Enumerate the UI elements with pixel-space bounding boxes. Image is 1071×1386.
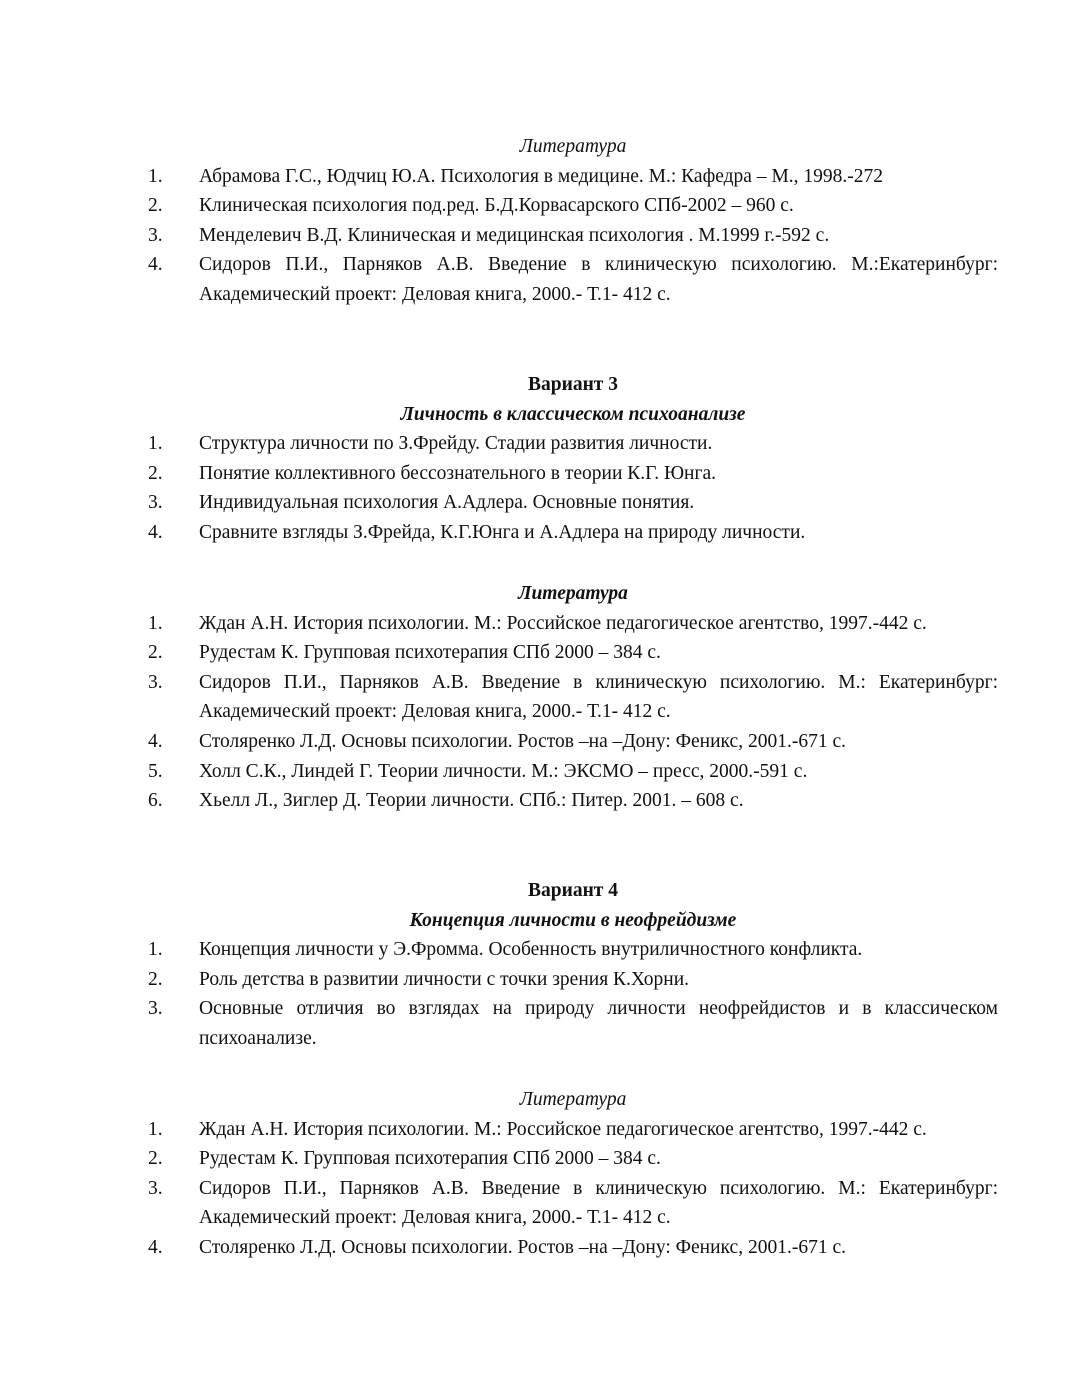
list-item [148, 786, 998, 816]
item-number: 4. [148, 254, 163, 276]
list-item [148, 518, 998, 548]
list-item [148, 965, 998, 995]
item-text: Концепция личности у Э.Фромма. Особенность внутриличностного конфликта. [199, 939, 863, 961]
reference-list [148, 609, 998, 816]
item-number: 3. [148, 671, 163, 693]
reference-list [148, 1115, 998, 1263]
item-number: 5. [148, 760, 163, 782]
item-text: Основные отличия во взглядах на природу личности неофрейдистов и в классическом психоанализе. [199, 998, 998, 1049]
list-item [148, 1144, 998, 1174]
item-number: 3. [148, 224, 163, 246]
item-number: 4. [148, 730, 163, 752]
item-text: Роль детства в развитии личности с точки зрения К.Хорни. [199, 968, 690, 990]
variant-topic: Личность в классическом психоанализе [400, 403, 746, 425]
item-number: 3. [148, 1177, 163, 1199]
item-text: Сравните взгляды З.Фрейда, К.Г.Юнга и А.Адлера на природу личности. [199, 521, 806, 543]
item-text: Индивидуальная психология А.Адлера. Основные понятия. [199, 492, 695, 514]
variant-title: Вариант 3 [527, 374, 619, 395]
item-number: 4. [148, 521, 163, 543]
list-item [148, 459, 998, 489]
item-text: Сидоров П.И., Парняков А.В. Введение в клиническую психологию. М.: Екатеринбург: Академический проект: Деловая книга, 2000.- Т.1- 412 с. [199, 1177, 998, 1229]
item-text: Хьелл Л., Зиглер Д. Теории личности. СПб.: Питер. 2001. – 608 с. [199, 790, 744, 812]
item-text: Рудестам К. Групповая психотерапия СПб 2000 – 384 с. [199, 642, 661, 664]
list-item [148, 727, 998, 757]
list-item [148, 162, 998, 192]
item-number: 1. [148, 433, 163, 455]
item-number: 2. [148, 462, 163, 484]
item-text: Ждан А.Н. История психологии. М.: Российское педагогическое агентство, 1997.-442 с. [199, 612, 927, 634]
literature-section-3 [148, 1085, 998, 1263]
item-number: 6. [148, 790, 163, 812]
section-heading: Литература [518, 583, 628, 604]
item-number: 1. [148, 612, 163, 634]
list-item [148, 609, 998, 639]
list-item [148, 1115, 998, 1145]
variant-topic: Концепция личности в неофрейдизме [409, 909, 737, 931]
question-list [148, 935, 998, 1053]
list-item [148, 221, 998, 251]
item-text: Понятие коллективного бессознательного в теории К.Г. Юнга. [199, 462, 717, 484]
item-text: Столяренко Л.Д. Основы психологии. Ростов –на –Дону: Феникс, 2001.-671 с. [199, 730, 846, 752]
list-item [148, 935, 998, 965]
list-item [148, 250, 998, 309]
question-list [148, 429, 998, 547]
item-text: Абрамова Г.С., Юдчиц Ю.А. Психология в медицине. М.: Кафедра – М., 1998.-272 [199, 165, 884, 187]
list-item [148, 994, 998, 1053]
item-number: 3. [148, 998, 163, 1020]
item-text: Сидоров П.И., Парняков А.В. Введение в клиническую психологию. М.:Екатеринбург: Академический проект: Деловая книга, 2000.- Т.1- 412 с. [199, 254, 998, 305]
item-text: Клиническая психология под.ред. Б.Д.Корвасарского СПб-2002 – 960 с. [199, 195, 794, 217]
item-number: 2. [148, 195, 163, 217]
list-item [148, 1233, 998, 1263]
item-number: 2. [148, 968, 163, 990]
item-text: Структура личности по З.Фрейду. Стадии развития личности. [199, 433, 713, 455]
item-text: Ждан А.Н. История психологии. М.: Российское педагогическое агентство, 1997.-442 с. [199, 1118, 927, 1140]
item-number: 1. [148, 165, 163, 187]
item-number: 1. [148, 939, 163, 961]
list-item [148, 191, 998, 221]
item-number: 2. [148, 642, 163, 664]
literature-section-1 [148, 132, 998, 310]
item-text: Столяренко Л.Д. Основы психологии. Ростов –на –Дону: Феникс, 2001.-671 с. [199, 1236, 846, 1258]
list-item [148, 668, 998, 727]
section-heading: Литература [519, 136, 627, 157]
item-text: Менделевич В.Д. Клиническая и медицинская психология . М.1999 г.-592 с. [199, 224, 830, 246]
variant-4-section [148, 876, 998, 1054]
item-text: Сидоров П.И., Парняков А.В. Введение в клиническую психологию. М.: Екатеринбург: Академический проект: Деловая книга, 2000.- Т.1- 412 с. [199, 671, 998, 723]
item-number: 4. [148, 1236, 163, 1258]
item-text: Холл С.К., Линдей Г. Теории личности. М.: ЭКСМО – пресс, 2000.-591 с. [199, 760, 808, 782]
list-item [148, 488, 998, 518]
item-text: Рудестам К. Групповая психотерапия СПб 2000 – 384 с. [199, 1148, 661, 1170]
list-item [148, 1174, 998, 1233]
item-number: 3. [148, 492, 163, 514]
item-number: 2. [148, 1148, 163, 1170]
literature-section-2 [148, 579, 998, 816]
variant-3-section [148, 370, 998, 548]
list-item [148, 757, 998, 787]
item-number: 1. [148, 1118, 163, 1140]
section-heading: Литература [519, 1089, 627, 1110]
variant-title: Вариант 4 [527, 880, 619, 901]
list-item [148, 429, 998, 459]
list-item [148, 638, 998, 668]
reference-list [148, 162, 998, 310]
